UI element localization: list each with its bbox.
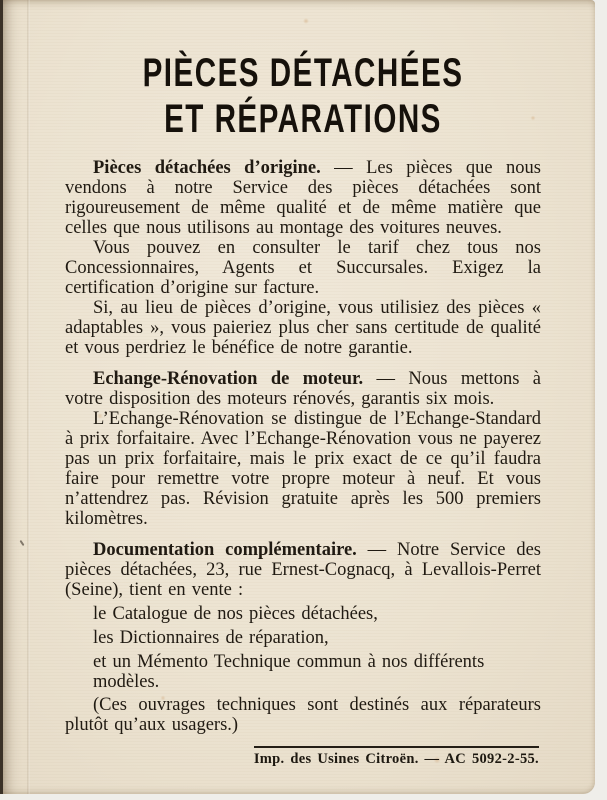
- paragraph-closing-note: [65, 695, 541, 735]
- page-title: [127, 50, 479, 142]
- paragraph-echange-standard: [65, 409, 541, 529]
- paragraph-text: L’Echange-Rénovation se distingue de l’Echange-Standard à prix forfaitaire. Avec l’Echange-Rénovation vous ne payerez pas un prix forfaitaire, mais le prix exact de ce qu’il faudra faire pour remettre votre propre moteur à neuf. Et vous n’attendrez pas. Révision gratuite après les 500 premiers kilomètres.: [65, 409, 541, 529]
- paragraph-text: (Ces ouvrages techniques sont destinés aux réparateurs plutôt qu’aux usagers.): [65, 695, 541, 735]
- imprint-text: Imp. des Usines Citroën. — AC 5092-2-55.: [253, 751, 539, 767]
- paragraph-text: — Notre Service des pièces détachées, 23, rue Ernest-Cognacq, à Levallois-Perret (Seine), tient en vente :: [65, 540, 541, 600]
- paragraph-lead: Documentation complémentaire.: [93, 540, 357, 560]
- paragraph-text: — Les pièces que nous vendons à notre Service des pièces détachées sont rigoureusement de même qualité et de même matière que celles que nous utilisons au montage des voitures neuves.: [65, 158, 541, 238]
- paragraph-lead: Pièces détachées d’origine.: [93, 158, 321, 178]
- page-title-line2: ET RÉPARATIONS: [164, 97, 442, 141]
- paragraph-text: Vous pouvez en consulter le tarif chez tous nos Concessionnaires, Agents et Succursales. Exigez la certification d’origine sur facture.: [65, 238, 541, 298]
- paragraph-lead: Echange-Rénovation de moteur.: [93, 369, 364, 389]
- imprint-rule: [254, 746, 539, 748]
- paragraph-text: — Nous mettons à votre disposition des moteurs rénovés, garantis six mois.: [65, 369, 541, 409]
- paper-crease: [27, 0, 30, 794]
- paragraph-pieces-origine: [65, 158, 541, 238]
- list-item-catalogue: le Catalogue de nos pièces détachées,: [93, 604, 378, 624]
- page-content: [65, 50, 541, 768]
- imprint: [65, 746, 541, 768]
- paragraph-documentation: [65, 540, 541, 600]
- imprint-block: [252, 746, 541, 768]
- list-item-memento: et un Mémento Technique commun à nos différents modèles.: [93, 652, 485, 692]
- paragraph-echange-renovation: [65, 369, 541, 409]
- ink-speck: [19, 540, 24, 546]
- publications-list: [65, 604, 541, 692]
- list-item-dictionnaires: les Dictionnaires de réparation,: [93, 628, 329, 648]
- paragraph-adaptables: [65, 298, 541, 358]
- paragraph-text: Si, au lieu de pièces d’origine, vous utilisiez des pièces « adaptables », vous paieriez plus cher sans certitude de qualité et vous perdriez le bénéfice de notre garantie.: [65, 298, 541, 358]
- paragraph-tarif: [65, 238, 541, 298]
- page-title-line1: PIÈCES DÉTACHÉES: [142, 51, 464, 95]
